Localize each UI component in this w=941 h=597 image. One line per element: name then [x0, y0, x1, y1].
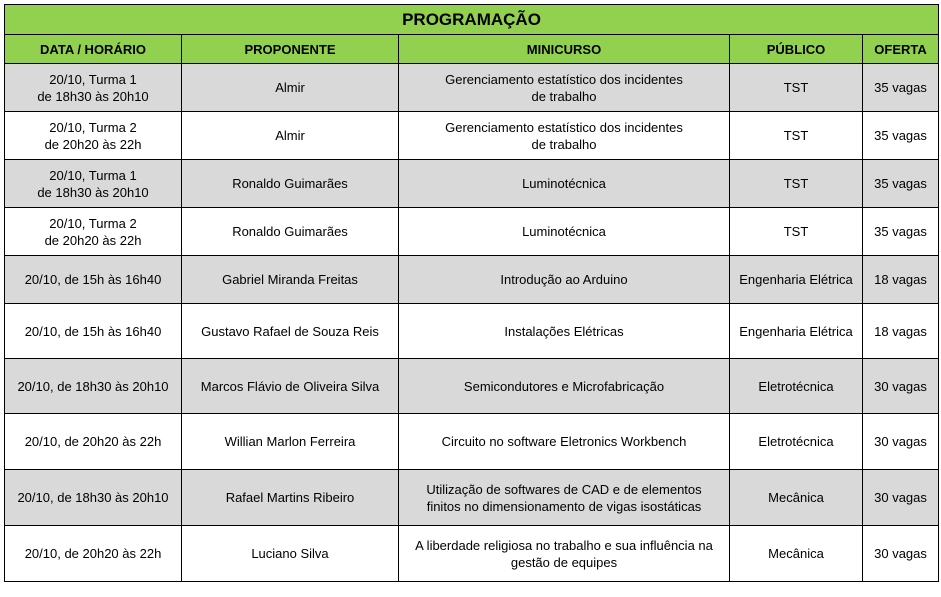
cell-minicurso: [399, 208, 730, 256]
cell-date-line: de 18h30 às 20h10: [37, 88, 149, 104]
cell-minicurso-line: Luminotécnica: [522, 176, 606, 191]
cell-minicurso: [399, 414, 730, 470]
cell-minicurso-line: Luminotécnica: [522, 224, 606, 239]
cell-date-line: 20/10, Turma 2: [49, 215, 137, 231]
cell-minicurso-line: de trabalho: [531, 136, 597, 152]
cell-oferta: 30 vagas: [863, 526, 939, 582]
cell-date: [5, 256, 182, 304]
cell-publico: Mecânica: [730, 526, 863, 582]
table-body: [5, 64, 939, 582]
cell-oferta: 35 vagas: [863, 112, 939, 160]
cell-date: [5, 470, 182, 526]
table-row: [5, 256, 939, 304]
header-minicurso: MINICURSO: [399, 35, 730, 64]
cell-publico: TST: [730, 112, 863, 160]
cell-proponente: Rafael Martins Ribeiro: [182, 470, 399, 526]
cell-oferta: 30 vagas: [863, 470, 939, 526]
cell-date: [5, 112, 182, 160]
table-row: [5, 470, 939, 526]
cell-date-line: de 20h20 às 22h: [44, 136, 142, 152]
cell-minicurso: [399, 470, 730, 526]
cell-date: [5, 359, 182, 414]
cell-date-line: 20/10, de 18h30 às 20h10: [17, 490, 169, 505]
table-title: PROGRAMAÇÃO: [5, 5, 939, 35]
cell-oferta: 35 vagas: [863, 64, 939, 112]
cell-minicurso-line: finitos no dimensionamento de vigas isostáticas: [426, 498, 702, 514]
cell-minicurso-line: gestão de equipes: [510, 554, 618, 570]
cell-proponente: Ronaldo Guimarães: [182, 160, 399, 208]
cell-minicurso: [399, 112, 730, 160]
table-row: [5, 304, 939, 359]
cell-publico: TST: [730, 64, 863, 112]
cell-publico: Eletrotécnica: [730, 414, 863, 470]
cell-proponente: Marcos Flávio de Oliveira Silva: [182, 359, 399, 414]
cell-date-line: 20/10, Turma 1: [49, 167, 137, 183]
cell-date-line: 20/10, Turma 2: [49, 119, 137, 135]
cell-oferta: 18 vagas: [863, 256, 939, 304]
table-row: [5, 64, 939, 112]
cell-minicurso-line: de trabalho: [531, 88, 597, 104]
header-date: DATA / HORÁRIO: [5, 35, 182, 64]
cell-proponente: Almir: [182, 64, 399, 112]
table-row: [5, 208, 939, 256]
header-oferta: OFERTA: [863, 35, 939, 64]
cell-date-line: 20/10, de 15h às 16h40: [24, 272, 162, 287]
cell-minicurso: [399, 304, 730, 359]
cell-publico: Engenharia Elétrica: [730, 256, 863, 304]
cell-proponente: Almir: [182, 112, 399, 160]
cell-date: [5, 208, 182, 256]
cell-date-line: de 20h20 às 22h: [44, 232, 142, 248]
table-row: [5, 359, 939, 414]
cell-minicurso: [399, 64, 730, 112]
schedule-table: [4, 4, 939, 582]
cell-publico: Eletrotécnica: [730, 359, 863, 414]
cell-minicurso-line: A liberdade religiosa no trabalho e sua influência na: [415, 537, 713, 553]
table-row: [5, 414, 939, 470]
cell-minicurso: [399, 526, 730, 582]
cell-date-line: 20/10, de 20h20 às 22h: [24, 546, 162, 561]
cell-minicurso-line: Circuito no software Eletronics Workbench: [441, 434, 687, 449]
header-publico: PÚBLICO: [730, 35, 863, 64]
cell-minicurso: [399, 256, 730, 304]
cell-date-line: de 18h30 às 20h10: [37, 184, 149, 200]
cell-date-line: 20/10, Turma 1: [49, 71, 137, 87]
cell-proponente: Gabriel Miranda Freitas: [182, 256, 399, 304]
cell-minicurso: [399, 160, 730, 208]
cell-minicurso-line: Instalações Elétricas: [504, 323, 624, 339]
cell-oferta: 30 vagas: [863, 414, 939, 470]
cell-publico: Engenharia Elétrica: [730, 304, 863, 359]
table-row: [5, 526, 939, 582]
cell-minicurso-line: Gerenciamento estatístico dos incidentes: [445, 119, 683, 135]
cell-proponente: Willian Marlon Ferreira: [182, 414, 399, 470]
cell-date-line: 20/10, de 18h30 às 20h10: [17, 378, 169, 394]
cell-minicurso: [399, 359, 730, 414]
cell-date: [5, 304, 182, 359]
cell-proponente: Luciano Silva: [182, 526, 399, 582]
cell-date: [5, 414, 182, 470]
cell-minicurso-line: Gerenciamento estatístico dos incidentes: [445, 71, 683, 87]
cell-date-line: 20/10, de 15h às 16h40: [24, 323, 162, 339]
cell-date: [5, 160, 182, 208]
cell-minicurso-line: Utilização de softwares de CAD e de elementos: [426, 481, 702, 497]
cell-proponente: Ronaldo Guimarães: [182, 208, 399, 256]
cell-date-line: 20/10, de 20h20 às 22h: [24, 434, 162, 449]
cell-proponente: Gustavo Rafael de Souza Reis: [182, 304, 399, 359]
cell-oferta: 35 vagas: [863, 160, 939, 208]
table-row: [5, 160, 939, 208]
header-row: [5, 35, 939, 64]
cell-publico: Mecânica: [730, 470, 863, 526]
cell-date: [5, 64, 182, 112]
cell-oferta: 35 vagas: [863, 208, 939, 256]
table-row: [5, 112, 939, 160]
cell-oferta: 18 vagas: [863, 304, 939, 359]
cell-minicurso-line: Introdução ao Arduino: [500, 272, 628, 287]
cell-minicurso-line: Semicondutores e Microfabricação: [463, 378, 665, 394]
cell-date: [5, 526, 182, 582]
header-proponente: PROPONENTE: [182, 35, 399, 64]
cell-oferta: 30 vagas: [863, 359, 939, 414]
cell-publico: TST: [730, 208, 863, 256]
cell-publico: TST: [730, 160, 863, 208]
